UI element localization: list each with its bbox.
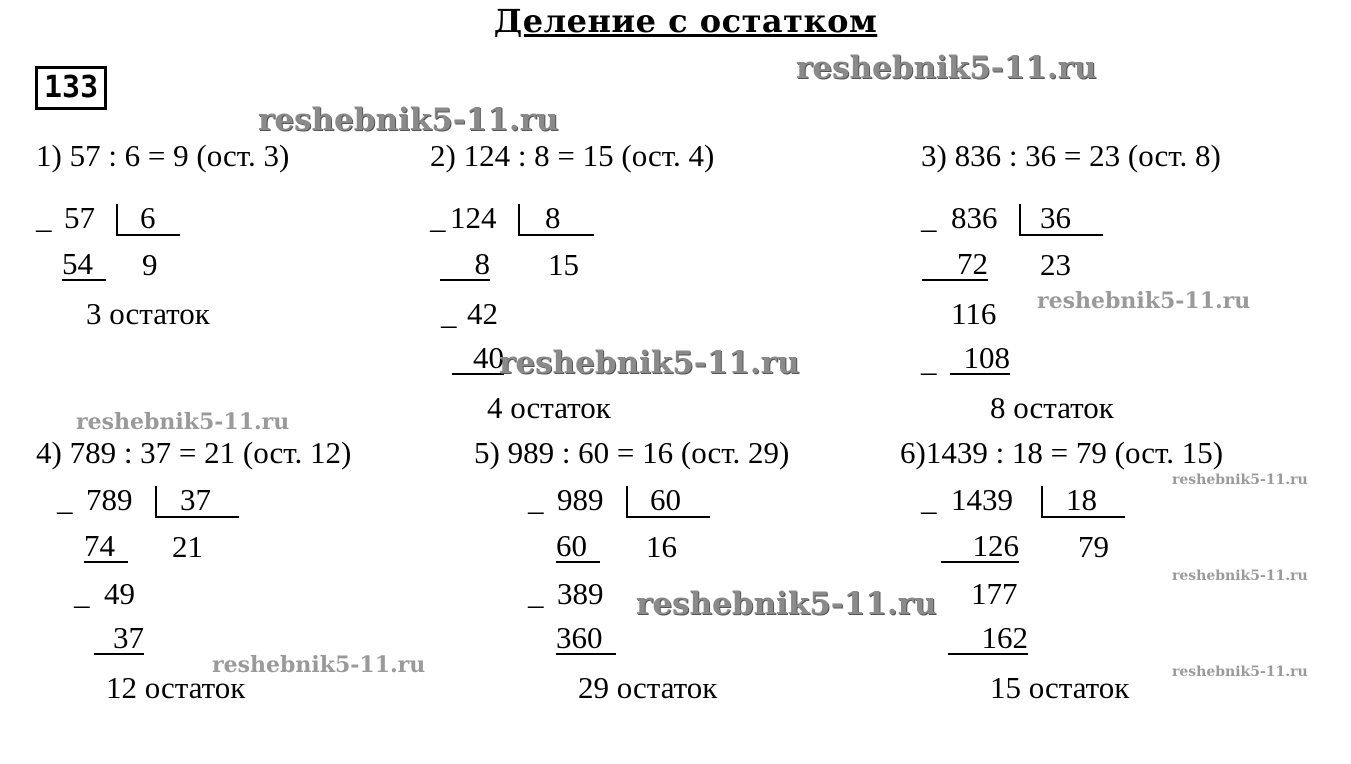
- divisor: 36: [1040, 200, 1071, 235]
- dividend: 1439: [951, 482, 1013, 517]
- remainder-line: 8 остаток: [990, 390, 1114, 425]
- watermark: reshebnik5-11.ru: [1037, 288, 1251, 314]
- watermark: reshebnik5-11.ru: [258, 102, 559, 138]
- minus-sign: _: [921, 343, 937, 378]
- quotient: 16: [646, 529, 677, 564]
- step-3: 108: [950, 343, 1010, 375]
- divisor: 37: [180, 482, 211, 517]
- minus-sign: _: [57, 482, 73, 517]
- problem-1-equation: 1) 57 : 6 = 9 (ост. 3): [36, 138, 290, 173]
- dividend: 124: [450, 200, 497, 235]
- division-bar: [116, 204, 118, 236]
- watermark: reshebnik5-11.ru: [76, 409, 290, 435]
- watermark: reshebnik5-11.ru: [1172, 472, 1308, 488]
- step-1: 54: [62, 249, 106, 281]
- step-3: 40: [452, 343, 504, 375]
- remainder-line: 3 остаток: [86, 296, 210, 331]
- division-bar: [1041, 486, 1043, 518]
- division-bar: [518, 204, 520, 236]
- minus-sign: _: [528, 576, 544, 611]
- step-1: 60: [556, 531, 600, 563]
- division-bar: [626, 486, 628, 518]
- page-title: Деление с остатком: [493, 2, 878, 40]
- division-bar: [155, 486, 157, 518]
- problem-2-equation: 2) 124 : 8 = 15 (ост. 4): [430, 138, 715, 173]
- watermark: reshebnik5-11.ru: [796, 50, 1097, 86]
- division-bar: [1019, 204, 1021, 236]
- watermark: reshebnik5-11.ru: [1172, 664, 1308, 680]
- dividend: 789: [86, 482, 133, 517]
- quotient: 79: [1078, 529, 1109, 564]
- minus-sign: _: [921, 482, 937, 517]
- exercise-number: 133: [35, 66, 107, 110]
- remainder-line: 29 остаток: [578, 670, 718, 705]
- quotient: 23: [1040, 247, 1071, 282]
- minus-sign: _: [430, 200, 446, 235]
- problem-6-equation: 6)1439 : 18 = 79 (ост. 15): [900, 435, 1224, 470]
- step-3: 360: [556, 623, 616, 655]
- step-2: 116: [951, 296, 997, 331]
- remainder-line: 15 остаток: [990, 670, 1130, 705]
- quotient: 15: [548, 247, 579, 282]
- quotient: 21: [172, 529, 203, 564]
- step-2: 177: [971, 576, 1018, 611]
- divisor: 6: [140, 200, 156, 235]
- minus-sign: _: [74, 576, 90, 611]
- dividend: 57: [64, 200, 95, 235]
- divisor: 60: [650, 482, 681, 517]
- minus-sign: _: [441, 296, 457, 331]
- minus-sign: _: [921, 200, 937, 235]
- remainder-line: 4 остаток: [487, 390, 611, 425]
- step-3: 162: [948, 623, 1028, 655]
- step-1: 126: [941, 531, 1019, 563]
- watermark: reshebnik5-11.ru: [212, 652, 426, 678]
- step-1: 74: [84, 531, 128, 563]
- problem-3-equation: 3) 836 : 36 = 23 (ост. 8): [921, 138, 1221, 173]
- watermark: reshebnik5-11.ru: [1172, 568, 1308, 584]
- quotient: 9: [142, 247, 158, 282]
- problem-5-equation: 5) 989 : 60 = 16 (ост. 29): [474, 435, 790, 470]
- step-2: 389: [557, 576, 604, 611]
- minus-sign: _: [36, 200, 52, 235]
- problem-4-equation: 4) 789 : 37 = 21 (ост. 12): [36, 435, 352, 470]
- minus-sign: _: [528, 482, 544, 517]
- divisor: 18: [1066, 482, 1097, 517]
- step-2: 49: [104, 576, 135, 611]
- dividend: 836: [951, 200, 998, 235]
- step-3: 37: [94, 623, 144, 655]
- step-2: 42: [467, 296, 498, 331]
- remainder-line: 12 остаток: [106, 670, 246, 705]
- watermark: reshebnik5-11.ru: [636, 586, 937, 622]
- step-1: 72: [922, 249, 988, 281]
- dividend: 989: [557, 482, 604, 517]
- watermark: reshebnik5-11.ru: [499, 345, 800, 381]
- divisor: 8: [545, 200, 561, 235]
- step-1: 8: [440, 249, 490, 281]
